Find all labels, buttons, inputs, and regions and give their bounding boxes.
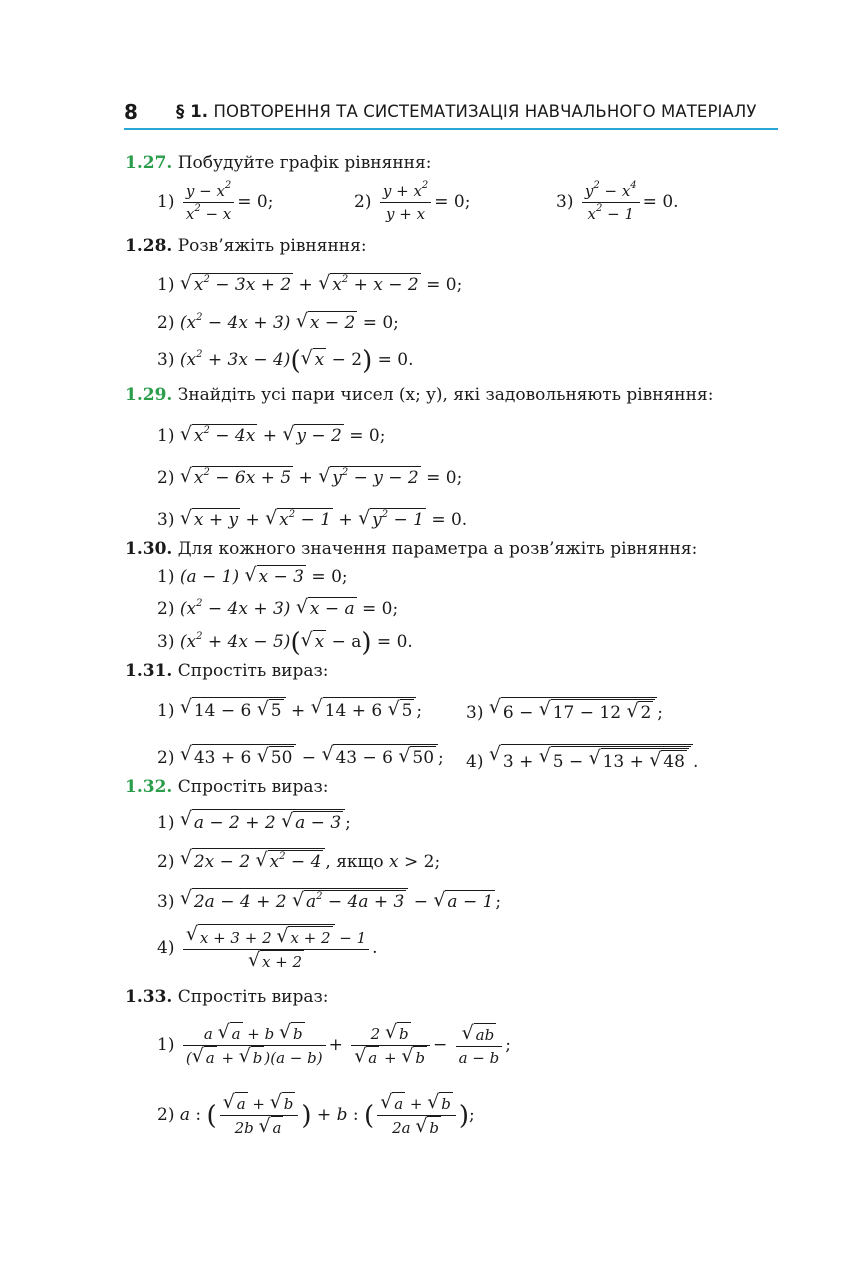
- expression-1-32-2: 2) √ 2x − 2 √ $x^2 - 4$ , якщо x > 2;: [157, 847, 441, 872]
- equation-1-27-2: 2) $\frac{y + x^2}{y + x}$ = 0;: [354, 180, 471, 223]
- page-number: 8: [124, 100, 138, 124]
- task-1-29: [125, 384, 713, 406]
- task-text: Спростіть вираз:: [177, 777, 329, 797]
- expression-1-32-3: 3) √ 2a − 4 + 2 √ $a^2 - 4a + 3$ − √ a − 1 ;: [157, 887, 502, 912]
- expression-1-31-1: 1) √ 14 − 6 √ 5 + √ 14 + 6 √ 5 ;: [157, 696, 423, 721]
- expression-1-32-1: 1) √ a − 2 + 2 √ a − 3 ;: [157, 808, 351, 833]
- expression-1-31-3: 3) √ 6 − √ 17 − 12 √ 2 ;: [466, 696, 664, 723]
- task-1-33: [125, 986, 329, 1008]
- task-1-27: [125, 152, 431, 174]
- equation-1-29-3: 3) √ x + y + √ $x^2 - 1$ + √ $y^2 - 1 = 0$.: [157, 507, 468, 530]
- expression-1-33-2: 2) a : ( √ a + √ b 2b √ a ) + b : ( √ a + √ b 2a √ b );: [157, 1091, 475, 1137]
- section-mark: § 1.: [176, 102, 209, 121]
- equation-1-28-3: 3) $(x^2 + 3x - 4)$( √ x − 2) = 0.: [157, 346, 414, 376]
- equation-1-30-1: 1) (a − 1) √ x − 3 = 0;: [157, 564, 348, 587]
- item-label: 1): [157, 192, 175, 212]
- expression-1-32-4: 4) √ x + 3 + 2 √ x + 2 − 1 √ x + 2 .: [157, 923, 378, 971]
- task-number: 1.28.: [125, 236, 173, 256]
- task-number: 1.27.: [125, 153, 173, 173]
- equation-1-30-3: 3) $(x^2 + 4x - 5)$( √ x − a) = 0.: [157, 628, 413, 658]
- task-number: 1.31.: [125, 661, 173, 681]
- task-1-31: [125, 660, 329, 682]
- equation-1-27-1: 1) $\frac{y - x^2}{x^2 - x}$ = 0;: [157, 180, 274, 223]
- task-number: 1.32.: [125, 777, 173, 797]
- equation-1-28-1: 1) √ $x^2 - 3x + 2$ + √ $x^2 + x - 2 = 0$;: [157, 272, 463, 295]
- task-text: Спростіть вираз:: [177, 987, 329, 1007]
- equation-1-29-2: 2) √ $x^2 - 6x + 5$ + √ $y^2 - y - 2 = 0$;: [157, 465, 463, 488]
- item-label: 2): [354, 192, 372, 212]
- item-label: 3): [556, 192, 574, 212]
- header-rule: [124, 128, 778, 130]
- expression-1-33-1: 1) a √ a + b √ b ( √ a + √ b )(a − b) + 2 √ b √ a + √ b − √ ab a − b ;: [157, 1021, 511, 1067]
- task-text: Побудуйте графік рівняння:: [177, 153, 432, 173]
- task-text: Знайдіть усі пари чисел (x; y), які задовольняють рівняння:: [177, 385, 714, 405]
- equation-1-27-3: 3) $\frac{y^2 - x^4}{x^2 - 1}$ = 0.: [556, 180, 679, 223]
- equation-1-29-1: 1) √ $x^2 - 4x$ + √ y − 2 = 0;: [157, 423, 386, 446]
- task-number: 1.30.: [125, 539, 173, 559]
- task-1-28: [125, 235, 367, 257]
- expression-1-31-2: 2) √ 43 + 6 √ 50 − √ 43 − 6 √ 50 ;: [157, 743, 444, 768]
- task-text: Розв’яжіть рівняння:: [177, 236, 367, 256]
- chapter-title-text: ПОВТОРЕННЯ ТА СИСТЕМАТИЗАЦІЯ НАВЧАЛЬНОГО МАТЕРІАЛУ: [213, 102, 757, 121]
- task-number: 1.29.: [125, 385, 173, 405]
- chapter-title: [176, 102, 757, 121]
- task-number: 1.33.: [125, 987, 173, 1007]
- task-1-30: [125, 538, 697, 560]
- task-text: Для кожного значення параметра a розв’яжіть рівняння:: [177, 539, 698, 559]
- equation-1-30-2: 2) $(x^2 - 4x + 3)$ √ x − a = 0;: [157, 596, 399, 619]
- task-1-32: [125, 776, 329, 798]
- page-header: [124, 100, 778, 130]
- equation-1-28-2: 2) $(x^2 - 4x + 3)$ √ x − 2 = 0;: [157, 310, 399, 333]
- expression-1-31-4: 4) √ 3 + √ 5 − √ 13 + √ 48 .: [466, 743, 699, 772]
- task-text: Спростіть вираз:: [177, 661, 329, 681]
